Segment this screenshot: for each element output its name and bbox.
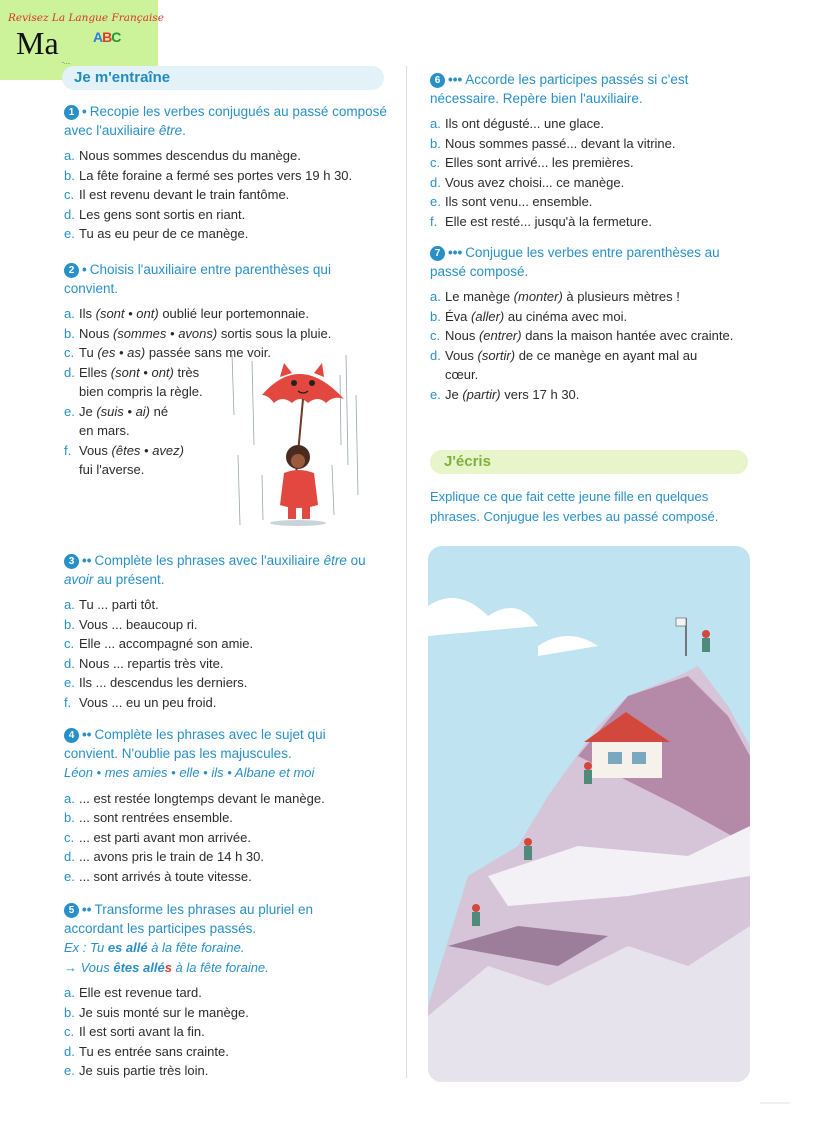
item-text: fui l'averse. <box>79 462 145 477</box>
item-letter: c. <box>430 328 441 343</box>
exercise-item <box>430 192 760 212</box>
exercise-number: 7 <box>430 246 445 261</box>
exercise-5-list <box>64 983 394 1081</box>
item-text: Ils <box>79 306 96 321</box>
exercise-item <box>64 634 394 654</box>
item-text: Je <box>79 403 97 419</box>
item-text: Vous ... eu un peu froid. <box>79 694 217 710</box>
difficulty-dots: •• <box>82 727 92 742</box>
item-text: Vous ... beaucoup ri. <box>79 616 198 632</box>
item-text: Nous <box>79 325 113 341</box>
exercise-7 <box>430 243 760 404</box>
girl-with-cat-umbrella-illustration <box>222 355 362 533</box>
item-letter: c. <box>64 187 75 202</box>
difficulty-dots: ••• <box>448 72 463 87</box>
item-text: Il est sorti avant la fin. <box>79 1024 205 1039</box>
exercise-item <box>64 146 394 166</box>
item-letter: c. <box>64 829 75 845</box>
item-letter: c. <box>64 345 75 360</box>
exercise-7-instructions: 7 ••• Conjugue les verbes entre parenthèses au passé composé. <box>430 245 720 279</box>
exercise-item <box>430 307 750 327</box>
exercise-7-list <box>430 287 750 404</box>
item-text: Vous <box>79 442 112 458</box>
item-text: ... est parti avant mon arrivée. <box>79 829 251 845</box>
item-letter: f. <box>64 442 72 458</box>
difficulty-dots: •• <box>82 902 92 917</box>
exercise-item <box>64 867 394 887</box>
item-letter: a. <box>64 148 75 163</box>
exercise-1-list <box>64 146 394 244</box>
exercise-item <box>64 595 394 615</box>
item-text: ... est restée longtemps devant le manège. <box>79 790 325 806</box>
item-choice: (sont • ont) <box>110 364 174 380</box>
exercise-6 <box>430 70 760 231</box>
logo-tagline: Revisez La Langue Française <box>8 12 164 24</box>
item-letter: e. <box>64 868 75 884</box>
exercise-number: 4 <box>64 728 79 743</box>
exercise-6-instructions: 6 ••• Accorde les participes passés si c'est nécessaire. Repère bien l'auxiliaire. <box>430 72 689 106</box>
item-text: Tu ... parti tôt. <box>79 597 159 612</box>
item-letter: b. <box>430 135 441 151</box>
item-letter: e. <box>64 226 75 241</box>
item-letter: a. <box>64 985 75 1000</box>
item-text: au cinéma avec moi. <box>504 308 628 324</box>
item-text: Elle est resté... jusqu'à la fermeture. <box>445 213 652 229</box>
exercise-number: 6 <box>430 73 445 88</box>
item-letter: d. <box>64 655 75 671</box>
item-letter: d. <box>64 364 75 380</box>
exercise-5-example-answer: → Vous êtes allés à la fête foraine. <box>64 959 269 975</box>
item-letter: f. <box>64 694 72 710</box>
item-letter: e. <box>64 675 75 690</box>
exercise-5 <box>64 900 394 1081</box>
item-text: Nous ... repartis très vite. <box>79 655 224 671</box>
item-text: à plusieurs mètres ! <box>562 289 680 304</box>
item-letter: b. <box>64 1004 75 1020</box>
exercise-item <box>64 402 184 441</box>
section-header-writing <box>430 450 748 474</box>
exercise-item <box>64 304 384 324</box>
item-text: Vous avez choisi... ce manège. <box>445 174 625 190</box>
item-text: ... sont rentrées ensemble. <box>79 810 233 825</box>
exercise-item <box>430 212 760 232</box>
exercise-item <box>430 346 730 385</box>
item-choice: (entrer) <box>478 328 522 343</box>
item-text: ... sont arrivés à toute vitesse. <box>79 868 252 884</box>
item-choice: (sortir) <box>477 347 516 363</box>
exercise-item <box>430 153 760 173</box>
item-text: Je suis partie très loin. <box>79 1063 209 1078</box>
item-letter: b. <box>64 616 75 632</box>
section-title: J'écris <box>444 453 491 470</box>
item-letter: d. <box>430 174 441 190</box>
exercise-item <box>64 363 224 402</box>
exercise-number: 2 <box>64 263 79 278</box>
exercise-item <box>64 1042 394 1062</box>
item-text: Ils ont dégusté... une glace. <box>445 116 604 131</box>
item-choice: (aller) <box>471 308 505 324</box>
item-text: passée sans me voir. <box>145 345 271 360</box>
item-text: Je <box>445 386 463 402</box>
exercise-3-list <box>64 595 394 712</box>
item-letter: e. <box>64 403 75 419</box>
exercise-item <box>64 789 394 809</box>
exercise-number: 5 <box>64 903 79 918</box>
item-text: Tu as eu peur de ce manège. <box>79 226 249 241</box>
item-text: Elle ... accompagné son amie. <box>79 636 254 651</box>
difficulty-dots: ••• <box>448 245 463 260</box>
item-text: Nous sommes passé... devant la vitrine. <box>445 135 676 151</box>
item-text: Éva <box>445 308 472 324</box>
item-letter: a. <box>430 116 441 131</box>
item-text: oublié leur portemonnaie. <box>158 306 310 321</box>
item-text: dans la maison hantée avec crainte. <box>521 328 734 343</box>
exercise-4-instructions: 4 •• Complète les phrases avec le sujet qui convient. N'oublie pas les majuscules. <box>64 727 326 761</box>
item-letter: b. <box>64 167 75 183</box>
exercise-3-instructions: 3 •• Complète les phrases avec l'auxiliaire être ou avoir au présent. <box>64 553 366 587</box>
item-letter: c. <box>430 155 441 170</box>
exercise-item <box>64 224 394 244</box>
page-marker <box>760 1100 790 1106</box>
exercise-item <box>430 287 750 307</box>
item-text: Le manège <box>445 289 514 304</box>
mountain-climbers-illustration <box>428 546 750 1082</box>
item-text: Tu es entrée sans crainte. <box>79 1043 229 1059</box>
item-letter: a. <box>430 289 441 304</box>
item-letter: e. <box>430 386 441 402</box>
item-text: Elles <box>79 364 111 380</box>
exercise-item <box>64 983 394 1003</box>
exercise-item <box>64 808 394 828</box>
exercise-item <box>64 828 394 848</box>
exercise-item <box>64 205 394 225</box>
item-text: Nous <box>445 328 479 343</box>
item-letter: b. <box>64 325 75 341</box>
item-letter: d. <box>64 849 75 864</box>
exercise-4-word-bank: Léon • mes amies • elle • ils • Albane et moi <box>64 765 315 780</box>
item-letter: a. <box>64 597 75 612</box>
exercise-4-list <box>64 789 394 887</box>
item-text: Elles sont arrivé... les premières. <box>445 155 634 170</box>
exercise-item <box>64 1061 394 1081</box>
exercise-5-instructions: 5 •• Transforme les phrases au pluriel en accordant les participes passés. <box>64 902 314 936</box>
item-text: Tu <box>79 345 98 360</box>
exercise-item <box>64 615 394 635</box>
difficulty-dots: • <box>82 262 87 277</box>
writing-instructions: Explique ce que fait cette jeune fille en quelques phrases. Conjugue les verbes au passé composé. <box>430 489 719 524</box>
exercise-item <box>430 114 760 134</box>
item-text: de ce manège en ayant mal au cœur. <box>445 347 698 382</box>
exercise-item <box>64 847 394 867</box>
item-text: Il est revenu devant le train fantôme. <box>79 187 290 202</box>
exercise-item <box>64 324 384 344</box>
exercise-5-example: Ex : Tu es allé à la fête foraine. <box>64 940 245 955</box>
item-choice: (es • as) <box>97 345 146 360</box>
exercise-number: 1 <box>64 105 79 120</box>
exercise-item <box>64 654 394 674</box>
item-text: ... avons pris le train de 14 h 30. <box>79 849 264 864</box>
item-letter: d. <box>430 347 441 363</box>
item-text: Nous sommes descendus du manège. <box>79 148 301 163</box>
item-text: vers 17 h 30. <box>500 386 580 402</box>
item-letter: c. <box>64 1024 75 1039</box>
exercise-1-instructions: 1 • Recopie les verbes conjugués au passé composé avec l'auxiliaire être. <box>64 104 387 138</box>
item-choice: (êtes • avez) <box>111 442 184 458</box>
item-letter: a. <box>64 306 75 321</box>
item-letter: f. <box>430 213 438 229</box>
exercise-4 <box>64 725 394 886</box>
exercise-item <box>64 166 394 186</box>
exercise-1 <box>64 102 394 244</box>
item-letter: e. <box>64 1063 75 1078</box>
exercise-number: 3 <box>64 554 79 569</box>
logo-site: -.... <box>62 60 71 66</box>
column-divider <box>406 66 407 1078</box>
item-choice: (sommes • avons) <box>112 325 218 341</box>
item-text: La fête foraine a fermé ses portes vers 19 h 30. <box>79 167 353 183</box>
item-letter: d. <box>64 1043 75 1059</box>
item-text: Ils ... descendus les derniers. <box>79 675 248 690</box>
item-letter: d. <box>64 206 75 222</box>
item-text: très bien compris la règle. <box>79 364 203 399</box>
item-text: sortis sous la pluie. <box>217 325 332 341</box>
exercise-2-instructions: 2 • Choisis l'auxiliaire entre parenthèses qui convient. <box>64 262 331 296</box>
exercise-6-list <box>430 114 760 231</box>
item-letter: b. <box>430 308 441 324</box>
item-text: Vous <box>445 347 478 363</box>
exercise-item <box>430 385 750 405</box>
item-text: Les gens sont sortis en riant. <box>79 206 246 222</box>
exercise-item <box>430 134 760 154</box>
exercise-item <box>430 173 760 193</box>
difficulty-dots: •• <box>82 553 92 568</box>
item-choice: (suis • ai) <box>96 403 151 419</box>
item-letter: e. <box>430 194 441 209</box>
item-text: Je suis monté sur le manège. <box>79 1004 249 1020</box>
exercise-item <box>64 693 394 713</box>
exercise-item <box>64 673 394 693</box>
logo-abc: ABC <box>93 29 121 45</box>
exercise-item <box>430 326 750 346</box>
item-letter: a. <box>64 790 75 806</box>
item-text: né en mars. <box>79 403 169 438</box>
logo-ma: Ma <box>16 25 59 61</box>
exercise-item <box>64 185 394 205</box>
section-title: Je m'entraîne <box>74 69 171 86</box>
exercise-item <box>64 1003 394 1023</box>
exercise-item <box>64 1022 394 1042</box>
exercise-item <box>64 441 184 480</box>
exercise-3 <box>64 551 394 712</box>
item-text: Elle est revenue tard. <box>79 985 202 1000</box>
item-choice: (monter) <box>513 289 563 304</box>
section-header-practice <box>62 66 384 90</box>
item-letter: b. <box>64 810 75 825</box>
item-letter: c. <box>64 636 75 651</box>
item-choice: (sont • ont) <box>95 306 159 321</box>
item-choice: (partir) <box>462 386 501 402</box>
difficulty-dots: • <box>82 104 87 119</box>
item-text: Ils sont venu... ensemble. <box>445 194 593 209</box>
